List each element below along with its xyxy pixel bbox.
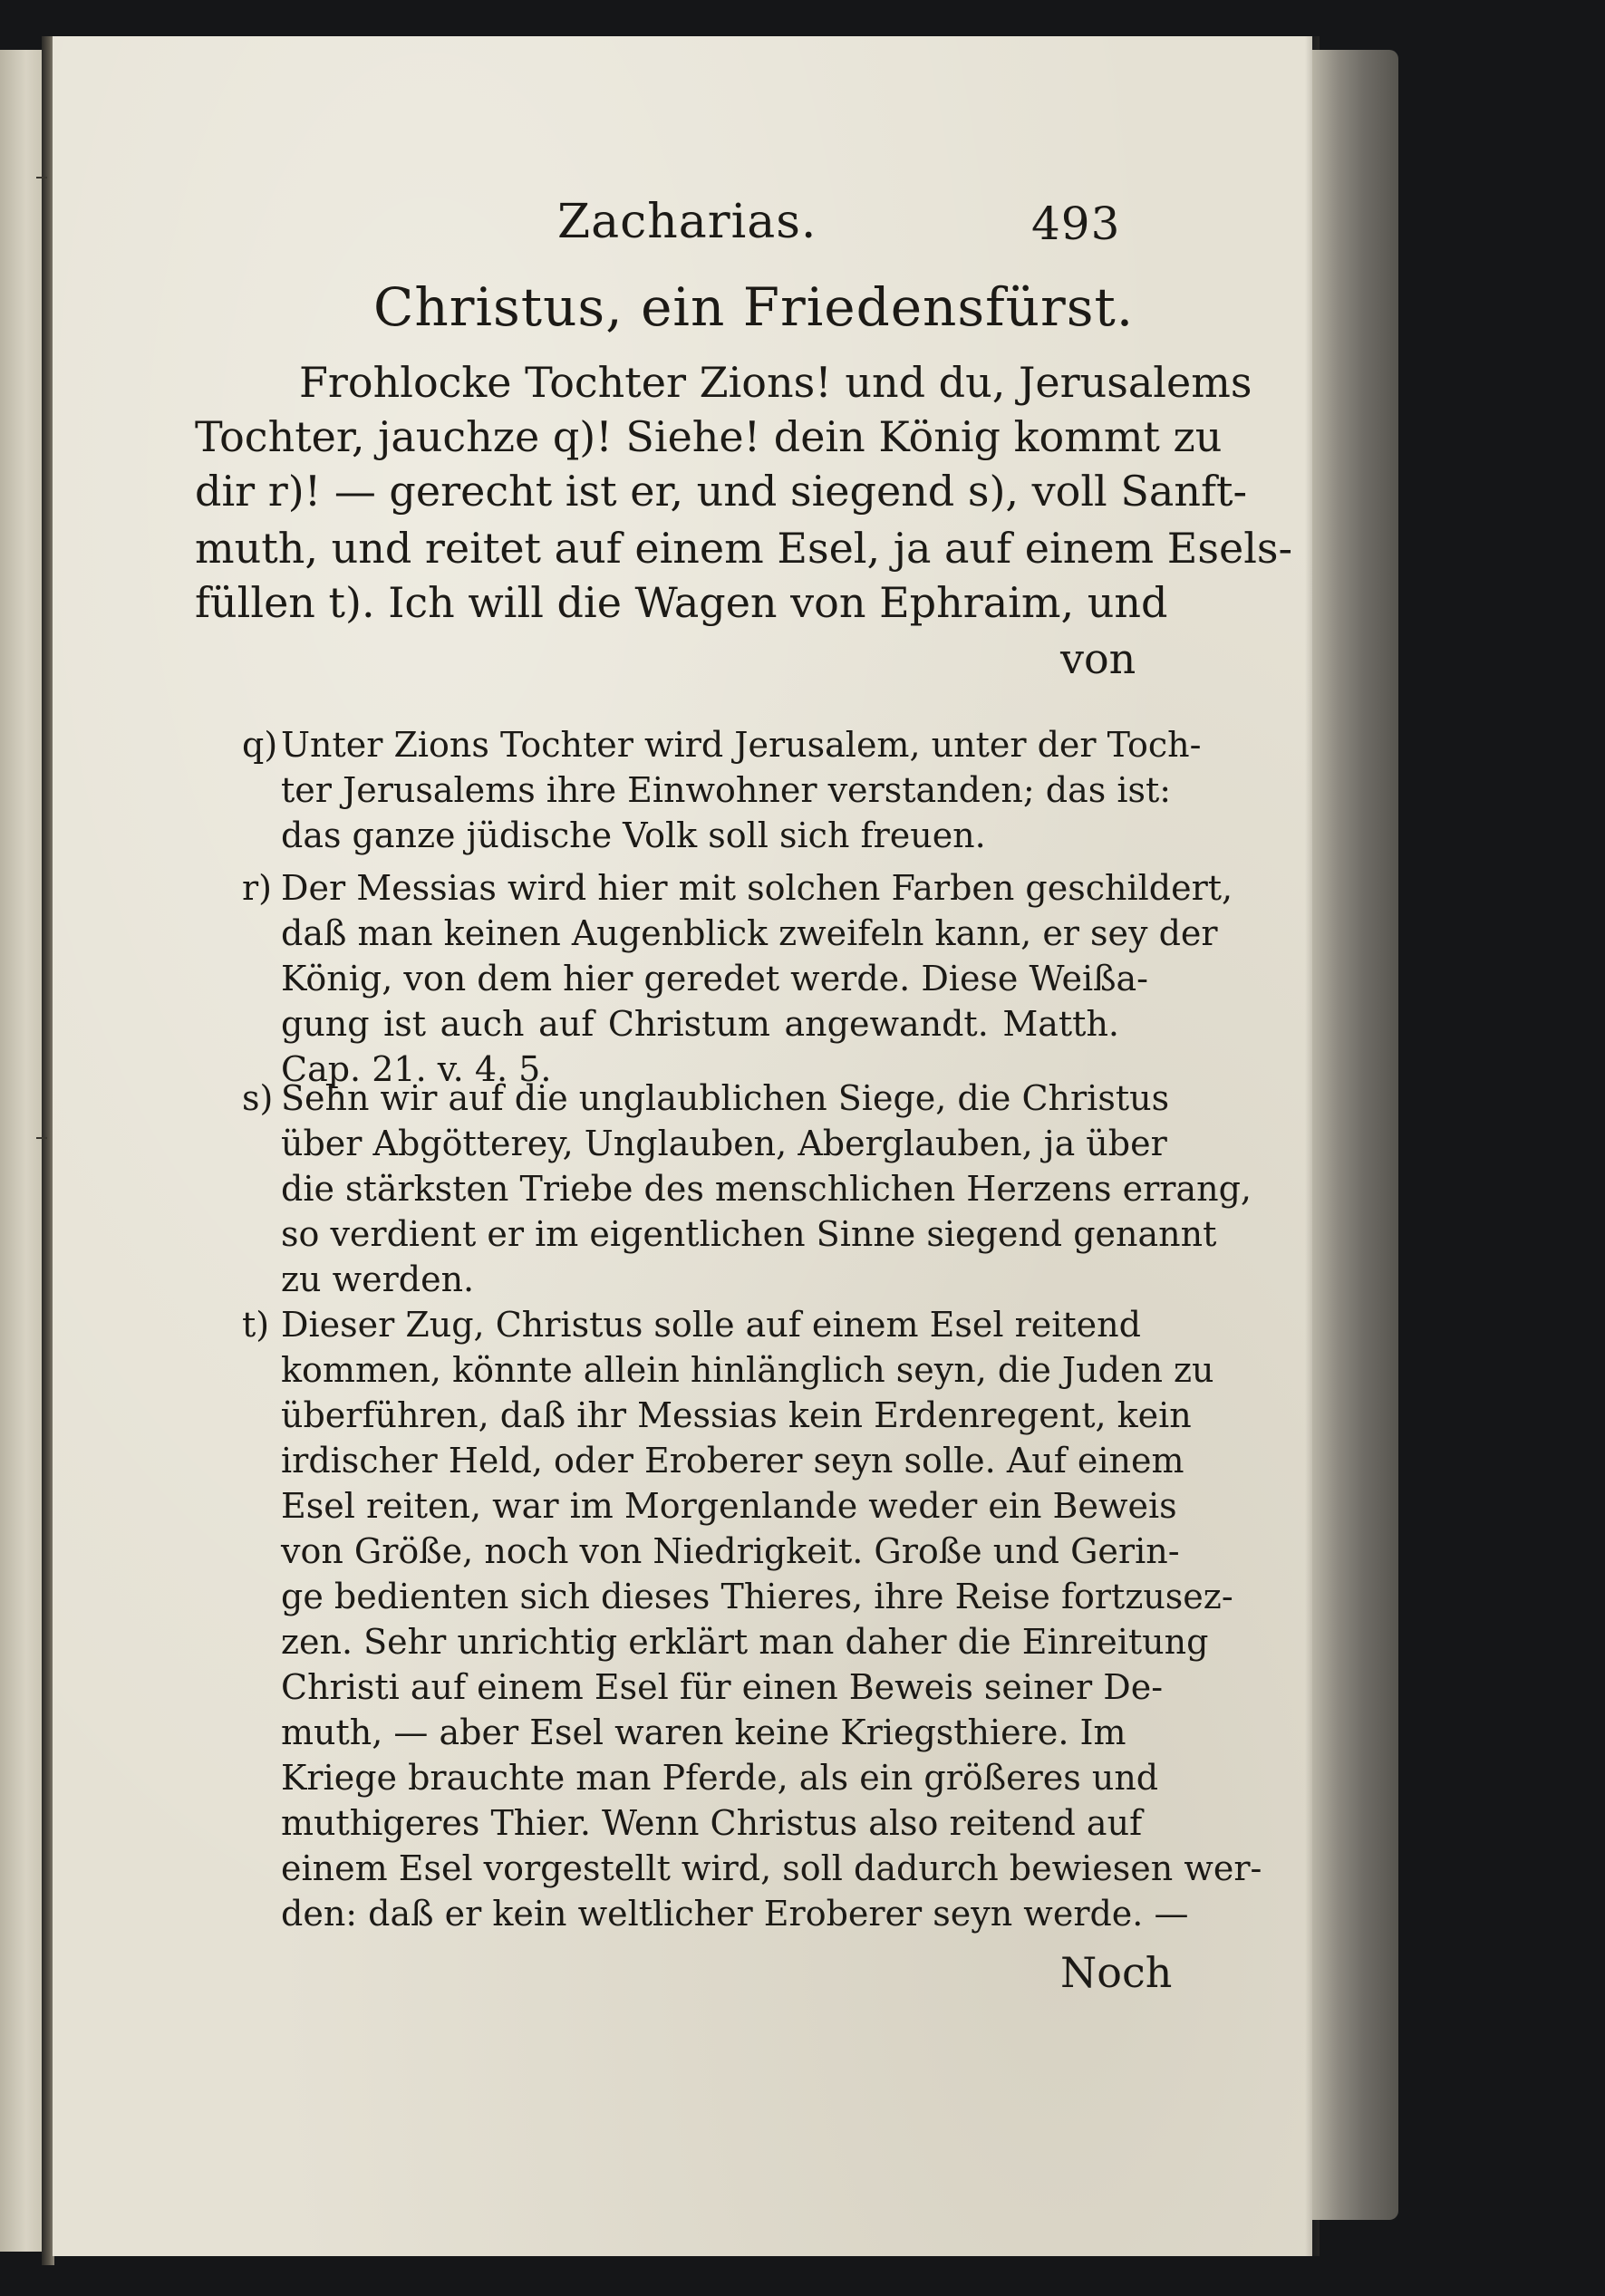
body-line: muth, und reitet auf einem Esel, ja auf einem Esels-	[195, 524, 1293, 573]
footnote-line: kommen, könnte allein hinlänglich seyn, die Juden zu	[281, 1350, 1214, 1390]
footnote-line: einem Esel vorgestellt wird, soll dadurch bewiesen wer-	[281, 1848, 1262, 1888]
footnote-line: Christi auf einem Esel für einen Beweis seiner De-	[281, 1667, 1164, 1707]
footnote-line: daß man keinen Augenblick zweifeln kann, er sey der	[281, 913, 1218, 953]
footnote-line: Der Messias wird hier mit solchen Farben geschildert,	[281, 868, 1233, 908]
page-number: 493	[1031, 198, 1121, 250]
footnote-line: von Größe, noch von Niedrigkeit. Große und Gerin-	[281, 1531, 1180, 1571]
footnote-line: gung ist auch auf Christum angewandt. Matth.	[281, 1004, 1119, 1044]
footnote-marker: r)	[242, 868, 272, 908]
body-line: Frohlocke Tochter Zions! und du, Jerusalems	[299, 358, 1252, 407]
section-heading: Christus, ein Friedensfürst.	[373, 276, 1135, 338]
footnote-line: den: daß er kein weltlicher Eroberer seyn werde. —	[281, 1894, 1189, 1934]
footnote-line: König, von dem hier geredet werde. Diese Weißa-	[281, 959, 1148, 998]
footnote-line: zu werden.	[281, 1259, 475, 1299]
facing-page-edge	[0, 50, 44, 2252]
footnote-line: Unter Zions Tochter wird Jerusalem, unter der Toch-	[281, 725, 1202, 765]
footnote-line: Kriege brauchte man Pferde, als ein größeres und	[281, 1758, 1159, 1798]
footnote-line: das ganze jüdische Volk soll sich freuen.	[281, 815, 986, 855]
footnote-line: über Abgötterey, Unglauben, Aberglauben, ja über	[281, 1124, 1167, 1163]
footnote-line: muthigeres Thier. Wenn Christus also reitend auf	[281, 1803, 1143, 1843]
footnote-marker: q)	[242, 725, 278, 765]
catchword-bottom: Noch	[1060, 1948, 1173, 1997]
book-fore-edge	[1312, 50, 1398, 2220]
margin-mark	[36, 177, 47, 178]
footnote-line: Cap. 21. v. 4. 5.	[281, 1049, 552, 1089]
footnote-line: überführen, daß ihr Messias kein Erdenregent, kein	[281, 1395, 1192, 1435]
footnote-line: Esel reiten, war im Morgenlande weder ein Beweis	[281, 1486, 1177, 1526]
body-line: füllen t). Ich will die Wagen von Ephraim, und	[195, 578, 1168, 627]
footnote-line: Dieser Zug, Christus solle auf einem Esel reitend	[281, 1305, 1141, 1345]
catchword-top: von	[1060, 634, 1136, 683]
footnote-line: Sehn wir auf die unglaublichen Siege, die Christus	[281, 1078, 1170, 1118]
footnote-line: ge bedienten sich dieses Thieres, ihre Reise fortzusez-	[281, 1577, 1233, 1616]
footnote-marker: t)	[242, 1305, 270, 1345]
footnote-line: so verdient er im eigentlichen Sinne siegend genannt	[281, 1214, 1217, 1254]
margin-mark	[36, 1137, 47, 1139]
footnote-line: muth, — aber Esel waren keine Kriegsthiere. Im	[281, 1712, 1126, 1752]
footnote-marker: s)	[242, 1078, 274, 1118]
footnote-line: ter Jerusalems ihre Einwohner verstanden; das ist:	[281, 770, 1172, 810]
body-line: Tochter, jauchze q)! Siehe! dein König kommt zu	[195, 412, 1223, 461]
footnote-line: zen. Sehr unrichtig erklärt man daher die Einreitung	[281, 1622, 1209, 1662]
footnote-line: irdischer Held, oder Eroberer seyn solle. Auf einem	[281, 1441, 1184, 1481]
running-header-title: Zacharias.	[557, 195, 817, 249]
footnote-line: die stärksten Triebe des menschlichen Herzens errang,	[281, 1169, 1252, 1209]
body-line: dir r)! — gerecht ist er, und siegend s), voll Sanft-	[195, 467, 1248, 516]
